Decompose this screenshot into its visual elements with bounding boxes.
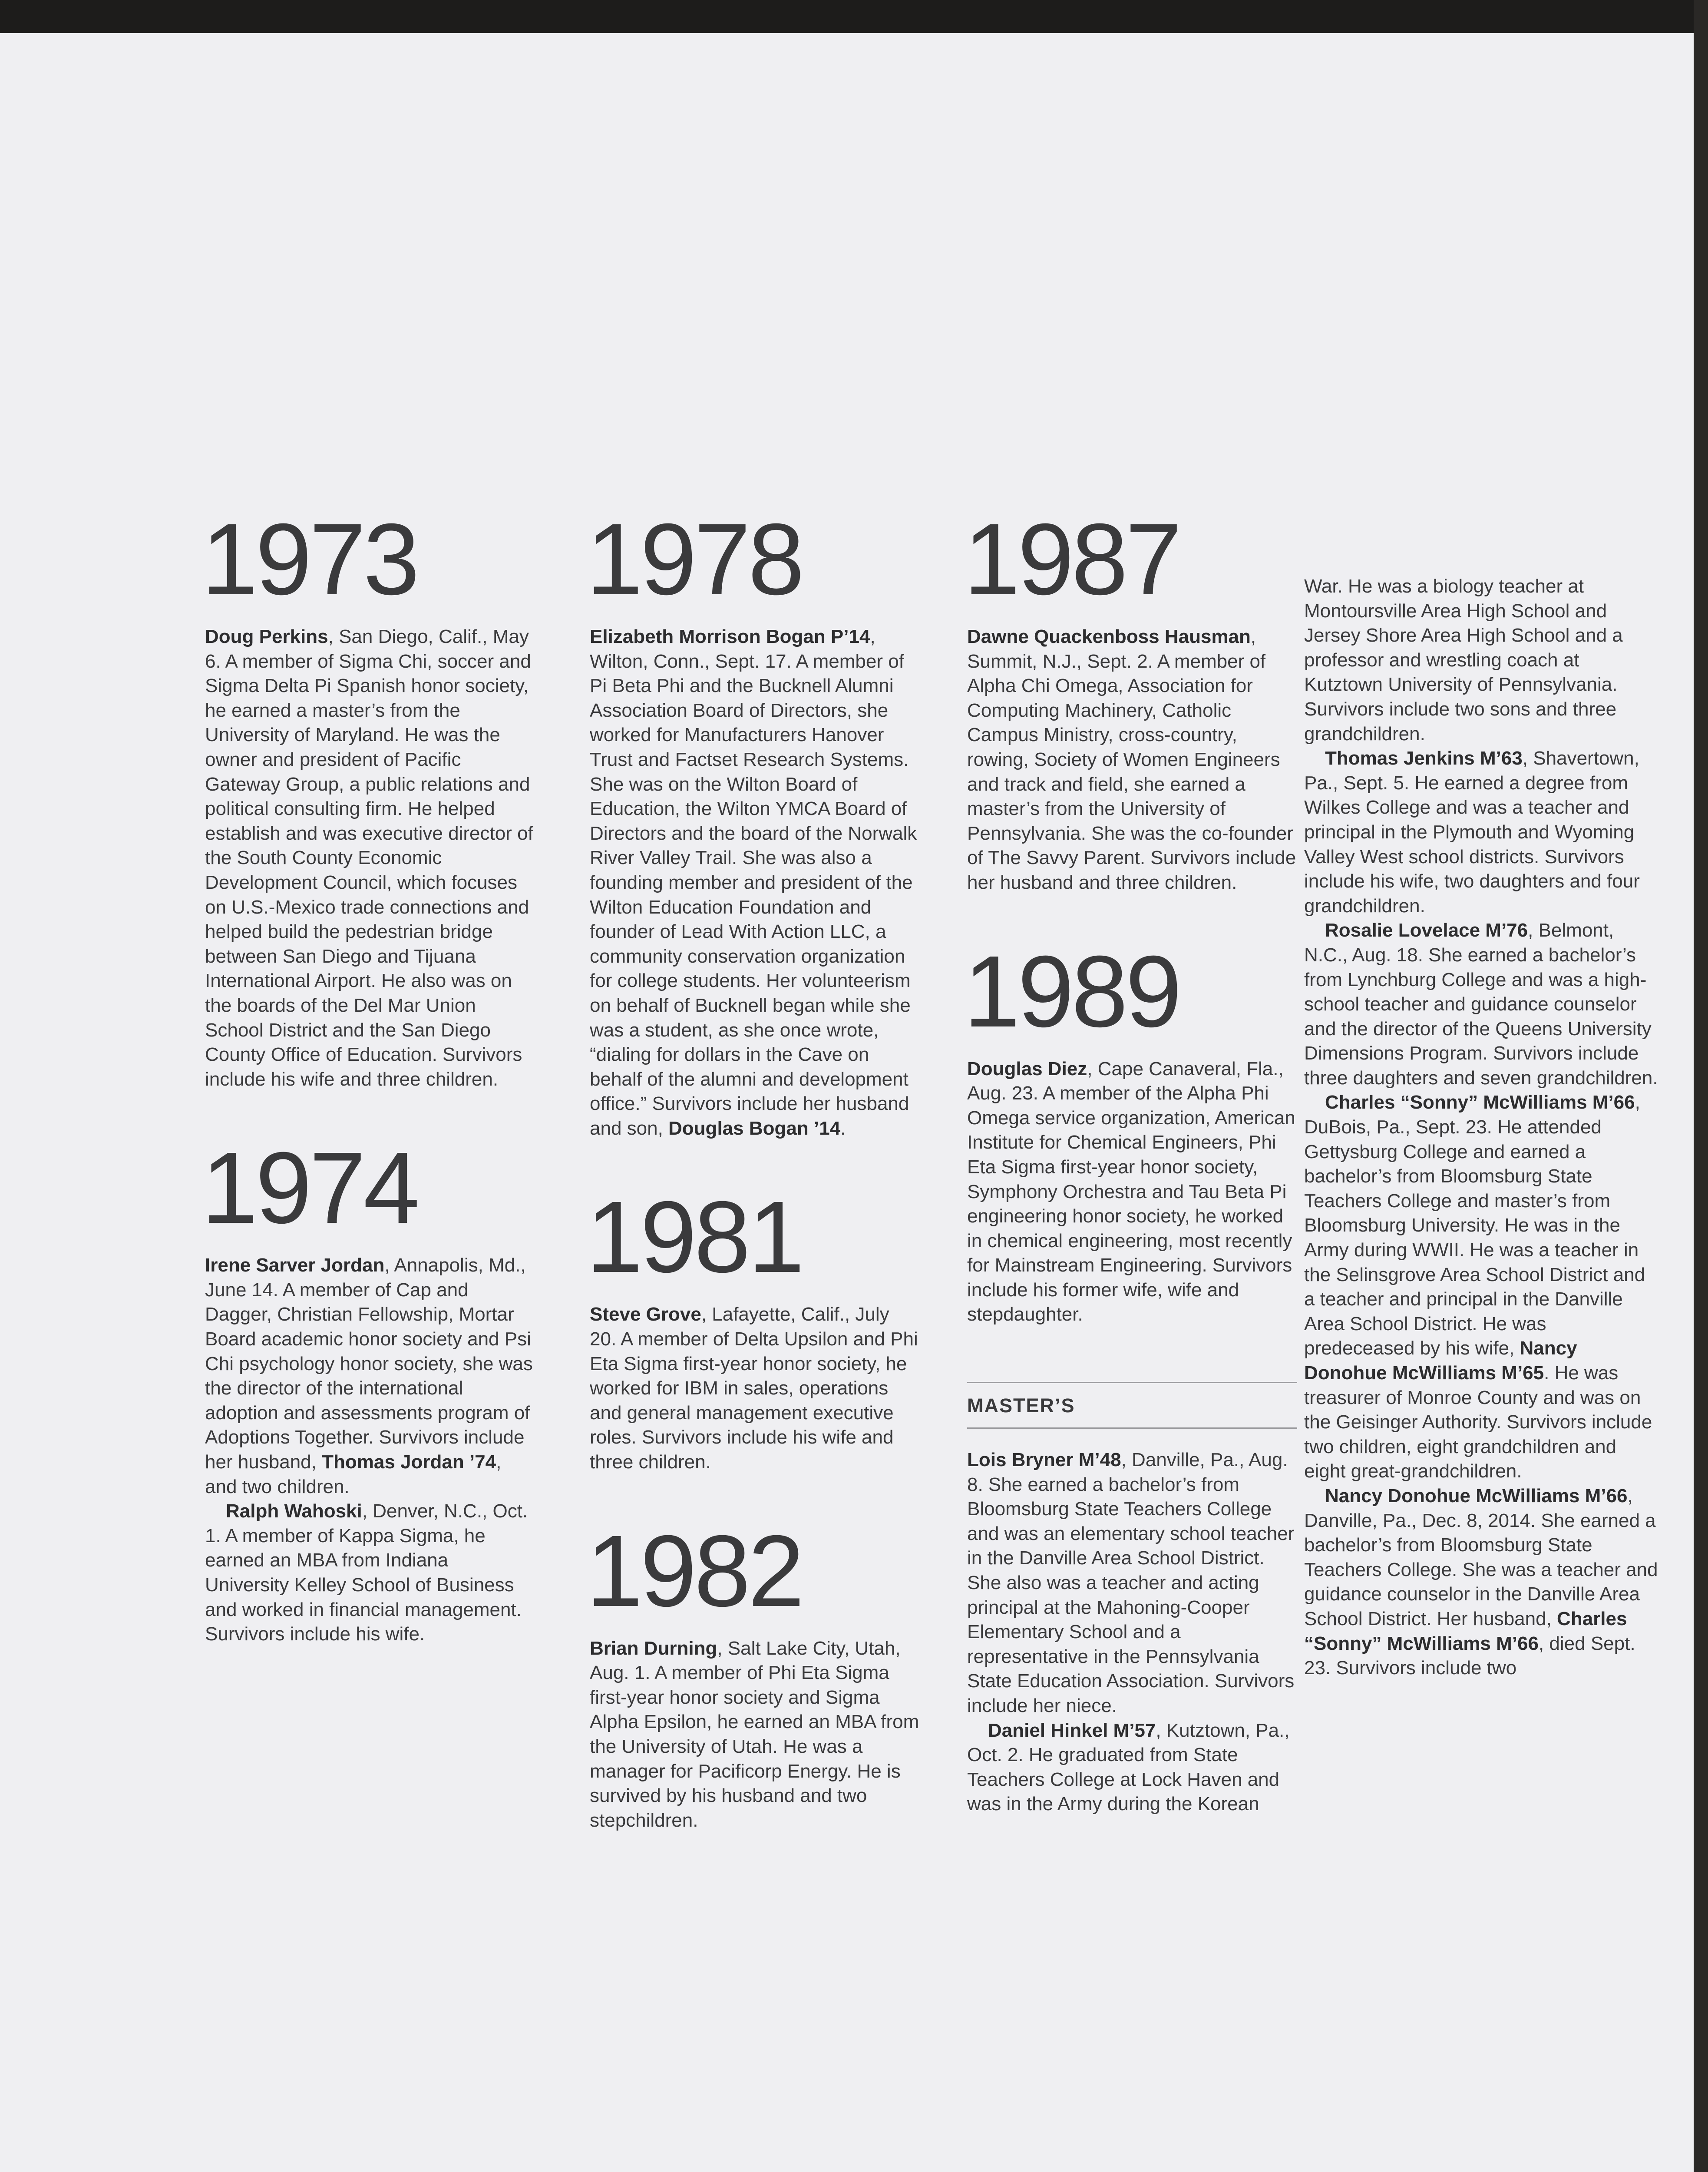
obituary-entry (967, 625, 1297, 895)
alumni-name: Douglas Bogan ’14 (668, 1117, 841, 1139)
alumni-name: Nancy Donohue McWilliams M’66 (1325, 1485, 1628, 1506)
obituary-entry (205, 1253, 535, 1499)
obituary-entry (590, 1636, 920, 1833)
entry-text: , Denver, N.C., Oct. 1. A member of Kappa Sigma, he earned an MBA from Indiana University Kelley School of Business and worked in financial management. Survivors include his wife. (205, 1500, 528, 1645)
entry-text: , Cape Canaveral, Fla., Aug. 23. A member of the Alpha Phi Omega service organization, American Institute for Chemical Engineers, Phi Eta Sigma first-year honor society, Symphony Orchestra and Tau Beta Pi engineering honor society, he worked in chemical engineering, most recently for Mainstream Engineering. Survivors include his former wife, wife and stepdaughter. (967, 1058, 1295, 1325)
column-4 (1304, 574, 1660, 1681)
entry-text: , Belmont, N.C., Aug. 18. She earned a bachelor’s from Lynchburg College and was a high-school teacher and guidance counselor and the director of the Queens University Dimensions Program. Survivors include three daughters and seven grandchildren. (1304, 920, 1658, 1089)
class-year-heading: 1981 (586, 1180, 802, 1294)
column-1 (202, 502, 535, 1647)
entry-text: , Wilton, Conn., Sept. 17. A member of Pi Beta Phi and the Bucknell Alumni Association Board of Directors, she worked for Manufacturers Hanover Trust and Factset Research Systems. She was on the Wilton Board of Education, the Wilton YMCA Board of Directors and the board of the Norwalk River Valley Trail. She was also a founding member and president of the Wilton Education Foundation and founder of Lead With Action LLC, a community conservation organization for college students. Her volunteerism on behalf of Bucknell began while she was a student, as she once wrote, “dialing for dollars in the Cave on behalf of the alumni and development office.” Survivors include her husband and son, (590, 626, 917, 1139)
alumni-name: Daniel Hinkel M’57 (988, 1719, 1156, 1741)
class-year-heading: 1989 (964, 934, 1179, 1048)
entry-text: War. He was a biology teacher at Montoursville Area High School and Jersey Shore Area High School and a professor and wrestling coach at Kutztown University of Pennsylvania. Survivors include two sons and three grandchildren. (1304, 576, 1623, 745)
entry-text: . He was treasurer of Monroe County and was on the Geisinger Authority. Survivors include two children, eight grandchildren and eight great-grandchildren. (1304, 1362, 1652, 1482)
alumni-name: Irene Sarver Jordan (205, 1255, 385, 1276)
column-3 (964, 502, 1297, 1817)
entry-text: , Summit, N.J., Sept. 2. A member of Alpha Chi Omega, Association for Computing Machinery, Catholic Campus Ministry, cross-country, rowing, Society of Women Engineers and track and field, she earned a master’s from the University of Pennsylvania. She was the co-founder of The Savvy Parent. Survivors include her husband and three children. (967, 626, 1296, 893)
obituary-entry (1304, 746, 1660, 918)
entry-text: , died Sept. 23. Survivors include two (1304, 1632, 1635, 1679)
class-year-heading: 1982 (586, 1513, 802, 1628)
alumni-name: Charles “Sonny” McWilliams M’66 (1304, 1608, 1627, 1654)
alumni-name: Thomas Jordan ’74 (322, 1451, 496, 1473)
alumni-name: Doug Perkins (205, 626, 328, 647)
entry-text: , DuBois, Pa., Sept. 23. He attended Gettysburg College and earned a bachelor’s from Bloomsburg State Teachers College and master’s from Bloomsburg University. He was in the Army during WWII. He was a teacher in the Selinsgrove Area School District and a teacher and principal in the Danville Area School District. He was predeceased by his wife, (1304, 1092, 1645, 1359)
page-spine-edge (1694, 0, 1708, 2172)
class-year-heading: 1978 (586, 502, 802, 616)
alumni-name: Rosalie Lovelace M’76 (1325, 920, 1528, 941)
entry-text: , and two children. (205, 1451, 502, 1497)
entry-text: , Kutztown, Pa., Oct. 2. He graduated from State Teachers College at Lock Haven and was in the Army during the Korean (967, 1719, 1290, 1815)
alumni-name: Nancy Donohue McWilliams M’65 (1304, 1338, 1577, 1384)
alumni-name: Steve Grove (590, 1304, 701, 1325)
column-2 (586, 502, 920, 1833)
class-year-heading: 1973 (202, 502, 417, 616)
class-year-heading: 1974 (202, 1131, 417, 1245)
alumni-name: Charles “Sonny” McWilliams M’66 (1325, 1092, 1635, 1113)
obituary-entry (1304, 1090, 1660, 1484)
entry-text: , Danville, Pa., Aug. 8. She earned a bachelor’s from Bloomsburg State Teachers College and was an elementary school teacher in the Danville Area School District. She also was a teacher and acting principal at the Mahoning-Cooper Elementary School and a representative in the Pennsylvania State Education Association. Survivors include her niece. (967, 1449, 1295, 1716)
obituary-entry (967, 1448, 1297, 1718)
obituary-entry (1304, 574, 1660, 746)
alumni-name: Thomas Jenkins M’63 (1325, 748, 1523, 769)
obituary-entry (205, 1499, 535, 1647)
obituary-entry (967, 1718, 1297, 1817)
obituary-entry (590, 625, 920, 1141)
alumni-name: Lois Bryner M’48 (967, 1449, 1121, 1471)
class-year-heading: 1987 (964, 502, 1179, 616)
alumni-name: Douglas Diez (967, 1058, 1087, 1079)
alumni-name: Elizabeth Morrison Bogan P’14 (590, 626, 870, 647)
alumni-name: Dawne Quackenboss Hausman (967, 626, 1251, 647)
alumni-name: Brian Durning (590, 1637, 717, 1659)
obituary-entry (205, 625, 535, 1092)
entry-text: , Lafayette, Calif., July 20. A member of Delta Upsilon and Phi Eta Sigma first-year honor society, he worked for IBM in sales, operations and general management executive roles. Survivors include his wife and three children. (590, 1304, 918, 1473)
obituary-entry (1304, 918, 1660, 1090)
obituary-entry (1304, 1484, 1660, 1681)
entry-text: , Annapolis, Md., June 14. A member of Cap and Dagger, Christian Fellowship, Mortar Board academic honor society and Psi Chi psychology honor society, she was the director of the international adoption and assessments program of Adoptions Together. Survivors include her husband, (205, 1255, 533, 1473)
obituary-entry (967, 1057, 1297, 1328)
entry-text: , Danville, Pa., Dec. 8, 2014. She earned a bachelor’s from Bloomsburg State Teachers College. She was a teacher and guidance counselor in the Danville Area School District. Her husband, (1304, 1485, 1658, 1629)
entry-text: , San Diego, Calif., May 6. A member of Sigma Chi, soccer and Sigma Delta Pi Spanish honor society, he earned a master’s from the University of Maryland. He was the owner and president of Pacific Gateway Group, a public relations and political consulting firm. He helped establish and was executive director of the South County Economic Development Council, which focuses on U.S.-Mexico trade connections and helped build the pedestrian bridge between San Diego and Tijuana International Airport. He also was on the boards of the Del Mar Union School District and the San Diego County Office of Education. Survivors include his wife and three children. (205, 626, 533, 1090)
alumni-name: Ralph Wahoski (226, 1500, 362, 1522)
entry-text: . (840, 1117, 846, 1139)
section-heading: MASTER’S (967, 1382, 1297, 1429)
obituary-entry (590, 1302, 920, 1474)
entry-text: , Salt Lake City, Utah, Aug. 1. A member of Phi Eta Sigma first-year honor society and Sigma Alpha Epsilon, he earned an MBA from the University of Utah. He was a manager for Pacificorp Energy. He is survived by his husband and two stepchildren. (590, 1637, 919, 1831)
entry-text: , Shavertown, Pa., Sept. 5. He earned a degree from Wilkes College and was a teacher and principal in the Plymouth and Wyoming Valley West school districts. Survivors include his wife, two daughters and four grandchildren. (1304, 748, 1640, 917)
